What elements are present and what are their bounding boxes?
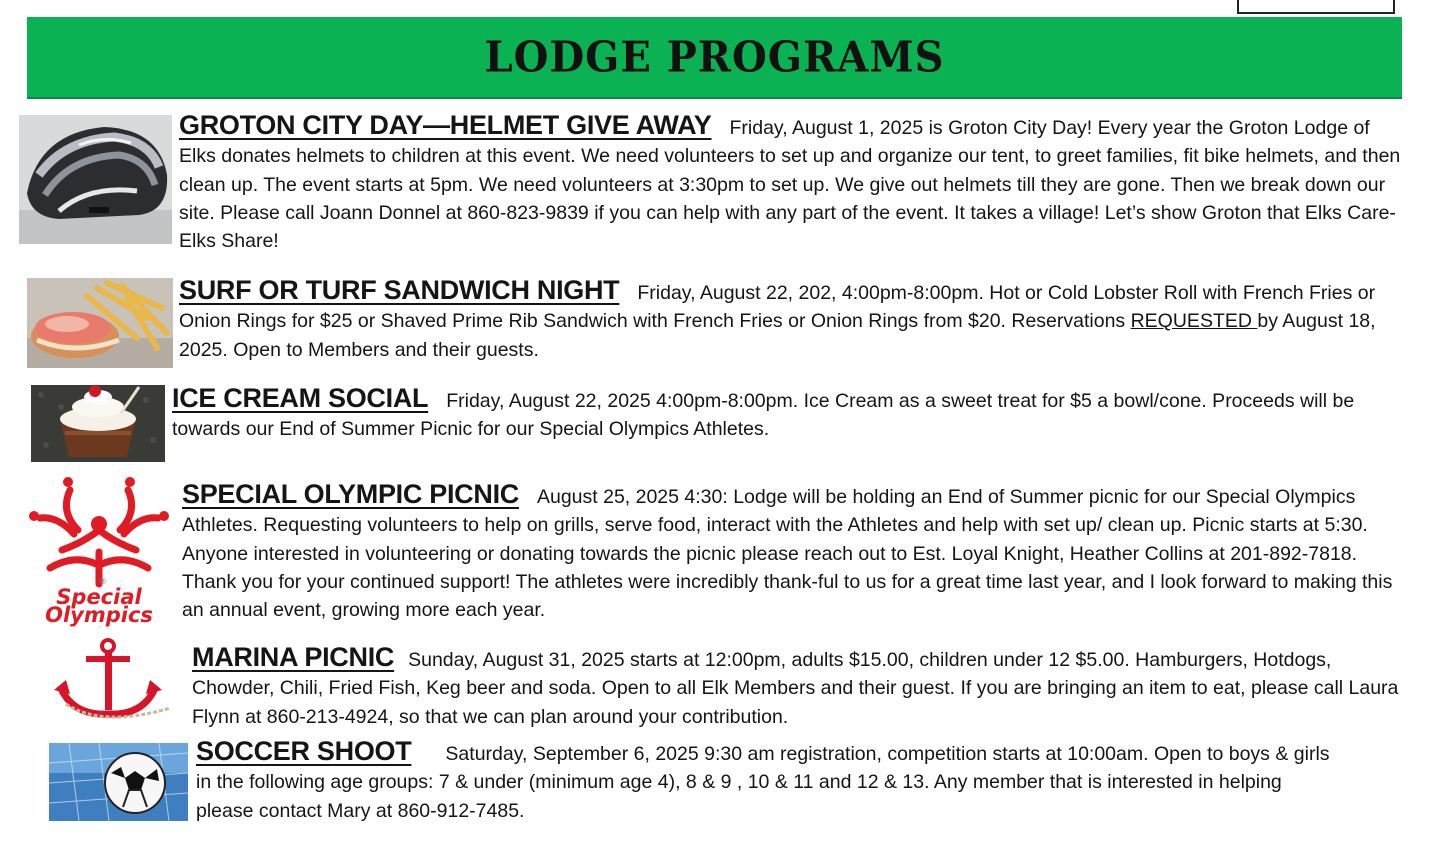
program-text (182, 480, 1402, 624)
program-body: Saturday, September 6, 2025 9:30 am registration, competition starts at 10:00am. Open to boys & girls in the following age groups: 7 & under (minimum age 4), 8 & 9 , 10 & 11 and 12 & 13. Any member that is interested in helping please contact Mary at 860-912-7485. (196, 743, 1330, 822)
program-heading: GROTON CITY DAY—HELMET GIVE AWAY (179, 110, 712, 140)
program-heading: MARINA PICNIC (192, 642, 395, 672)
banner-title: LODGE PROGRAMS (484, 32, 945, 82)
logo-text-special: Special (56, 585, 142, 609)
program-body: Sunday, August 31, 2025 starts at 12:00pm, adults $15.00, children under 12 $5.00. Hamburgers, Hotdogs, Chowder, Chili, Fried Fish, Keg beer and soda. Open to all Elk Members and their guest. If you are bringing an item to eat, please call Laura Flynn at 860-213-4924, so that we can plan around your contribution. (192, 649, 1399, 728)
bike-helmet-icon (19, 115, 172, 244)
program-body-underlined: REQUESTED (1130, 310, 1258, 333)
program-heading: SOCCER SHOOT (196, 736, 412, 766)
program-body: Friday, August 1, 2025 is Groton City Day! Every year the Groton Lodge of Elks donates helmets to children at this event. We need volunteers to set up and organize our tent, to greet families, fit bike helmets, and then clean up. The event starts at 5pm. We need volunteers at 3:30pm to set up. We give out helmets till they are gone. Then we break down our site. Please call Joann Donnel at 860-823-9839 if you can help with any part of the event. It takes a village! Let’s show Groton that Elks Care- Elks Share! (179, 117, 1401, 253)
program-text (179, 276, 1404, 364)
soccer-ball-icon (49, 743, 188, 821)
program-body: Friday, August 22, 202, 4:00pm-8:00pm. Hot or Cold Lobster Roll with French Fries or Onion Rings for $25 or Shaved Prime Rib Sandwich with French Fries or Onion Rings from $20. Reservations (179, 282, 1376, 333)
ice-cream-sundae-icon (31, 385, 165, 462)
program-heading: SPECIAL OLYMPIC PICNIC (182, 479, 519, 509)
program-text (172, 384, 1404, 444)
program-body: August 25, 2025 4:30: Lodge will be holding an End of Summer picnic for our Special Olympics Athletes. Requesting volunteers to help on grills, serve food, interact with the Athletes and help with set up/ clean up. Picnic starts at 5:30. Anyone interested in volunteering or donating towards the picnic please reach out to Est. Loyal Knight, Heather Collins at 201-892-7818. Thank you for your continued support! The athletes were incredibly thank-ful to us for a great time last year, and I look forward to making this an annual event, growing more each year. (182, 486, 1393, 622)
logo-registered-mark: ® (98, 577, 107, 587)
program-text (179, 111, 1404, 255)
anchor-icon (52, 638, 172, 722)
program-heading: ICE CREAM SOCIAL (172, 383, 429, 413)
lobster-roll-icon (27, 278, 173, 368)
section-banner (27, 17, 1402, 99)
program-body: by August 18, 2025. Open to Members and their guests. (179, 310, 1376, 361)
program-text (196, 737, 1336, 825)
logo-text-olympics: Olympics (45, 603, 153, 627)
program-body: Friday, August 22, 2025 4:00pm-8:00pm. Ice Cream as a sweet treat for $5 a bowl/cone. Proceeds will be towards our End of Summer Picnic for our Special Olympics Athletes. (172, 390, 1355, 441)
program-heading: SURF OR TURF SANDWICH NIGHT (179, 275, 620, 305)
special-olympics-logo (22, 472, 176, 627)
page-number-box (1237, 0, 1395, 14)
program-text (192, 643, 1402, 731)
